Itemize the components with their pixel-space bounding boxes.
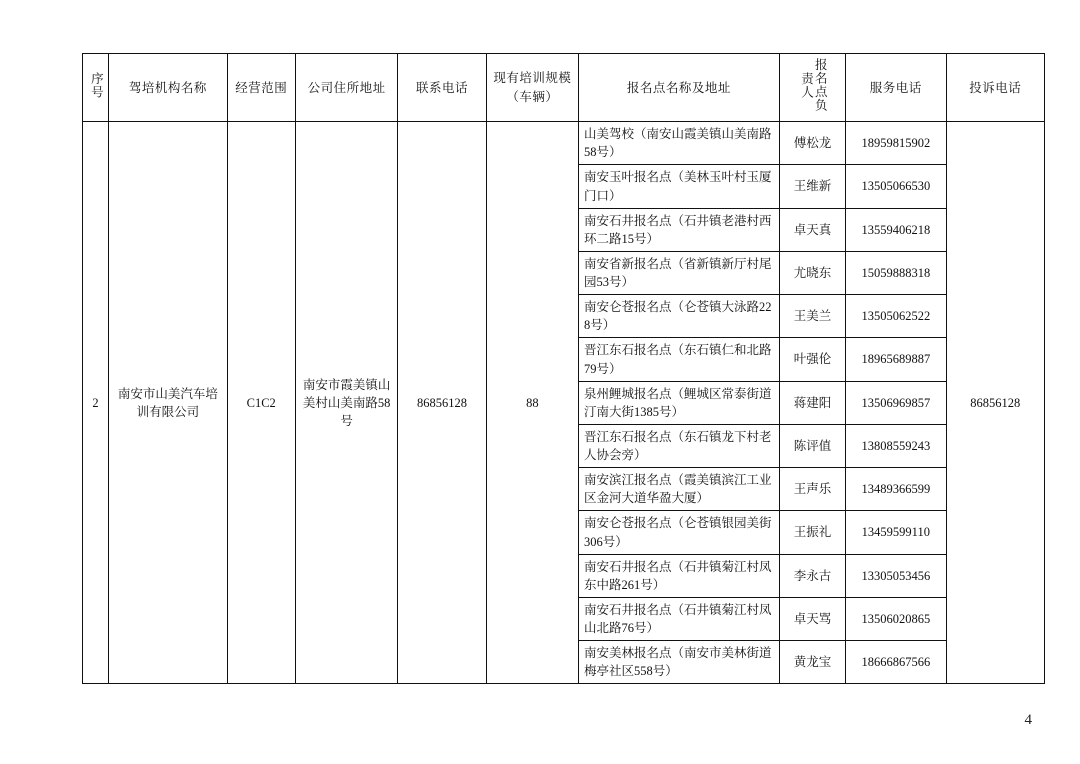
table-body	[83, 122, 1045, 684]
cell-site-name: 南安玉叶报名点（美林玉叶村玉厦门口）	[579, 165, 780, 208]
cell-service-phone: 13506020865	[846, 597, 946, 640]
driving-school-table	[82, 53, 1045, 684]
cell-service-phone: 15059888318	[846, 251, 946, 294]
column-header-complaint-phone: 投诉电话	[946, 54, 1044, 122]
column-header-address: 公司住所地址	[295, 54, 397, 122]
cell-site-name: 南安美林报名点（南安市美林街道梅亭社区558号）	[579, 641, 780, 684]
cell-service-phone: 13505062522	[846, 295, 946, 338]
cell-service-phone: 13506969857	[846, 381, 946, 424]
cell-scope: C1C2	[227, 122, 295, 684]
cell-site-person: 王声乐	[779, 468, 845, 511]
cell-service-phone: 18959815902	[846, 122, 946, 165]
cell-service-phone: 13505066530	[846, 165, 946, 208]
cell-scale: 88	[486, 122, 578, 684]
cell-service-phone: 13489366599	[846, 468, 946, 511]
cell-site-name: 晋江东石报名点（东石镇仁和北路79号）	[579, 338, 780, 381]
page-number: 4	[1024, 712, 1032, 728]
column-header-service-phone: 服务电话	[846, 54, 946, 122]
cell-service-phone: 18666867566	[846, 641, 946, 684]
cell-service-phone: 13459599110	[846, 511, 946, 554]
column-header-scale: 现有培训规模（车辆）	[486, 54, 578, 122]
cell-org-name: 南安市山美汽车培训有限公司	[109, 122, 227, 684]
cell-site-name: 山美驾校（南安山霞美镇山美南路58号）	[579, 122, 780, 165]
column-header-contact-phone: 联系电话	[398, 54, 486, 122]
cell-site-person: 卓天骂	[779, 597, 845, 640]
cell-service-phone: 13808559243	[846, 424, 946, 467]
cell-address: 南安市霞美镇山美村山美南路58号	[295, 122, 397, 684]
cell-site-name: 南安仑苍报名点（仑苍镇银园美街306号）	[579, 511, 780, 554]
column-header-scope: 经营范围	[227, 54, 295, 122]
table-header	[83, 54, 1045, 122]
column-header-org-name: 驾培机构名称	[109, 54, 227, 122]
cell-complaint-phone: 86856128	[946, 122, 1044, 684]
cell-site-name: 南安石井报名点（石井镇老港村西环二路15号）	[579, 208, 780, 251]
cell-index: 2	[83, 122, 109, 684]
cell-site-person: 叶强伦	[779, 338, 845, 381]
cell-site-person: 尤晓东	[779, 251, 845, 294]
table-header-row	[83, 54, 1045, 122]
cell-site-person: 王美兰	[779, 295, 845, 338]
cell-site-person: 王维新	[779, 165, 845, 208]
cell-site-name: 南安仑苍报名点（仑苍镇大泳路228号）	[579, 295, 780, 338]
cell-site-person: 李永古	[779, 554, 845, 597]
cell-site-person: 卓天真	[779, 208, 845, 251]
cell-site-person: 傅松龙	[779, 122, 845, 165]
cell-service-phone: 13559406218	[846, 208, 946, 251]
column-header-index: 序号	[83, 54, 109, 122]
table-row	[83, 122, 1045, 165]
column-header-site-person: 报名点负责人	[779, 54, 845, 122]
cell-site-name: 南安石井报名点（石井镇菊江村凤东中路261号）	[579, 554, 780, 597]
cell-site-person: 王振礼	[779, 511, 845, 554]
cell-service-phone: 18965689887	[846, 338, 946, 381]
cell-contact-phone: 86856128	[398, 122, 486, 684]
cell-site-name: 南安滨江报名点（霞美镇滨江工业区金河大道华盈大厦）	[579, 468, 780, 511]
cell-site-name: 南安石井报名点（石井镇菊江村凤山北路76号）	[579, 597, 780, 640]
cell-site-name: 晋江东石报名点（东石镇龙下村老人协会旁）	[579, 424, 780, 467]
cell-site-name: 泉州鲤城报名点（鲤城区常泰街道汀南大街1385号）	[579, 381, 780, 424]
cell-site-person: 蒋建阳	[779, 381, 845, 424]
column-header-site-name: 报名点名称及地址	[579, 54, 780, 122]
cell-site-name: 南安省新报名点（省新镇新厅村尾园53号）	[579, 251, 780, 294]
cell-site-person: 陈评值	[779, 424, 845, 467]
cell-site-person: 黄龙宝	[779, 641, 845, 684]
cell-service-phone: 13305053456	[846, 554, 946, 597]
